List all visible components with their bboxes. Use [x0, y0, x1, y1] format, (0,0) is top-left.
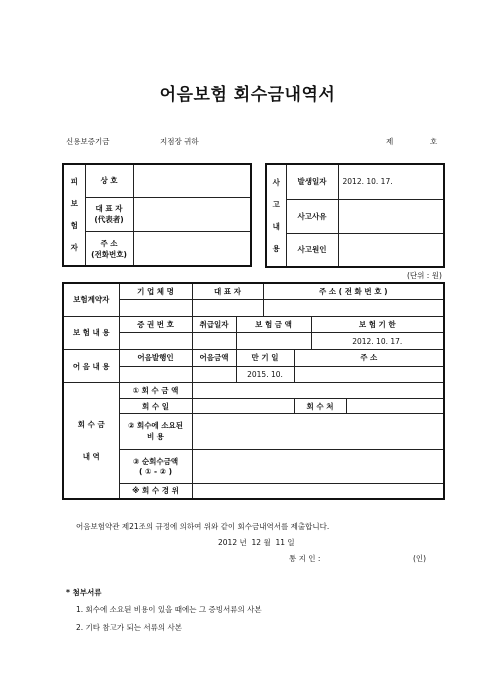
main-table [62, 282, 445, 500]
unit-label: (단위 : 원) [407, 271, 442, 280]
accident-reason-label: 사고사유 [286, 199, 338, 233]
recovery-history-label: ※ 회 수 경 위 [119, 483, 192, 499]
accident-date-value[interactable]: 2012. 10. 17. [338, 164, 444, 199]
period-header: 보 험 기 한 [311, 316, 444, 333]
note-amount-header: 어음금액 [192, 349, 236, 366]
accident-date-label: 발생일자 [286, 164, 338, 199]
cert-header: 증 권 번 호 [119, 316, 192, 333]
note-address-header: 주 소 [294, 349, 444, 366]
recovered-amount-value[interactable] [192, 383, 444, 399]
attachment-item: 1. 회수에 소요된 비용이 있을 때에는 그 증빙서류의 사본 [76, 605, 262, 614]
recovery-cost-label: ② 회수에 소요된 비 용 [119, 414, 192, 449]
recovery-history-value[interactable] [192, 483, 444, 499]
net-recovery-value[interactable] [192, 449, 444, 483]
insured-side-label: 피 보 험 자 [63, 164, 85, 266]
insured-addr-value[interactable] [133, 232, 251, 266]
contract-label: 보험계약자 [63, 283, 119, 316]
note-address-value[interactable] [294, 366, 444, 383]
accident-cause-value[interactable] [338, 233, 444, 267]
attachments-title: * 첨부서류 [66, 588, 102, 597]
accident-table [265, 163, 445, 268]
due-value[interactable]: 2015. 10. [236, 366, 294, 383]
recipient-branch: 지점장 귀하 [160, 137, 199, 146]
recovered-amount-label: ① 회 수 금 액 [119, 383, 192, 399]
insured-table [62, 163, 252, 267]
seal-label: (인) [413, 554, 427, 563]
recovery-label: 회 수 금 내 역 [63, 383, 119, 499]
company-header: 기 업 체 명 [119, 283, 192, 300]
net-recovery-label: ③ 순회수금액 ( ① - ② ) [119, 449, 192, 483]
doc-no-right: 호 [430, 137, 438, 146]
recovery-date-value[interactable] [192, 398, 294, 414]
due-header: 만 기 일 [236, 349, 294, 366]
recovery-cost-value[interactable] [192, 414, 444, 449]
accident-cause-label: 사고원인 [286, 233, 338, 267]
submission-date: 2012 년 12 월 11 일 [218, 538, 295, 547]
note-amount-value[interactable] [192, 366, 236, 383]
address-header: 주 소 ( 전 화 번 호 ) [263, 283, 444, 300]
accident-side-label: 사 고 내 용 [266, 164, 286, 267]
insured-rep-label: 대 표 자 (代表者) [85, 197, 133, 231]
statement-text: 어음보험약관 제21조의 규정에 의하여 위와 같이 회수금내역서를 제출합니다. [76, 522, 330, 531]
signer-label: 통 지 인 : [289, 554, 321, 563]
insured-name-label: 상 호 [85, 164, 133, 197]
doc-no-left: 제 [386, 137, 394, 146]
content-label: 보 험 내 용 [63, 316, 119, 349]
recovery-source-value[interactable] [346, 398, 444, 414]
recovery-date-label: 회 수 일 [119, 398, 192, 414]
insured-name-value[interactable] [133, 164, 251, 197]
date-header: 취급일자 [192, 316, 236, 333]
amount-header: 보 험 금 액 [236, 316, 311, 333]
recipient-org: 신용보증기금 [66, 137, 110, 146]
note-label: 어 음 내 용 [63, 349, 119, 382]
recovery-source-label: 회 수 처 [294, 398, 346, 414]
address-value[interactable] [263, 300, 444, 317]
accident-reason-value[interactable] [338, 199, 444, 233]
cert-value[interactable] [119, 333, 192, 350]
rep-value[interactable] [192, 300, 263, 317]
company-value[interactable] [119, 300, 192, 317]
period-value[interactable]: 2012. 10. 17. [311, 333, 444, 350]
date-value[interactable] [192, 333, 236, 350]
issuer-header: 어음발행인 [119, 349, 192, 366]
insured-rep-value[interactable] [133, 197, 251, 231]
issuer-value[interactable] [119, 366, 192, 383]
insured-addr-label: 주 소 (전화번호) [85, 232, 133, 266]
page-title: 어음보험 회수금내역서 [159, 85, 336, 105]
amount-value[interactable] [236, 333, 311, 350]
attachment-item: 2. 기타 참고가 되는 서류의 사본 [76, 623, 183, 632]
rep-header: 대 표 자 [192, 283, 263, 300]
